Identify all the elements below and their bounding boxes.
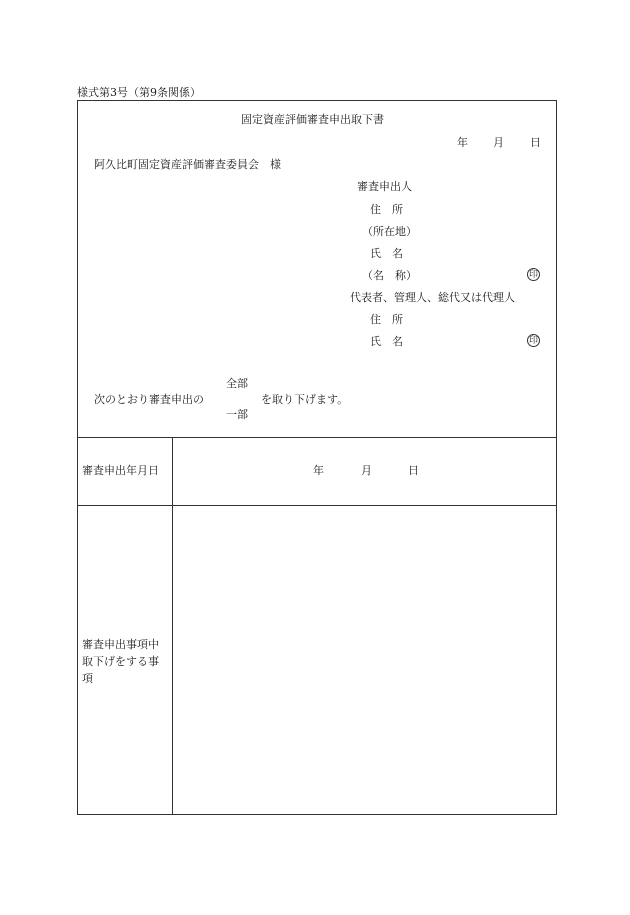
withdrawn-items-field[interactable] [173, 506, 556, 814]
representative-seal-icon: 印 [528, 336, 538, 346]
statement-option-part: 一部 [226, 408, 248, 421]
representative-name-label: 氏 名 [370, 335, 403, 348]
representative-heading: 代表者、管理人、総代又は代理人 [350, 291, 515, 304]
applicant-seal-icon: 印 [528, 270, 538, 280]
applicant-heading: 審査申出人 [357, 180, 412, 193]
form-title: 固定資産評価審査申出取下書 [241, 113, 384, 126]
statement-suffix: を取り下げます。 [261, 393, 349, 406]
date-day: 日 [530, 136, 541, 149]
filing-date-label: 審査申出年月日 [82, 464, 159, 477]
filing-date-day: 日 [408, 464, 419, 477]
filing-date-year: 年 [313, 464, 324, 477]
statement-prefix: 次のとおり審査申出の [94, 393, 204, 406]
statement-option-all: 全部 [226, 377, 248, 390]
filing-date-month: 月 [361, 464, 372, 477]
date-year: 年 [457, 136, 468, 149]
applicant-location-label: （所在地） [362, 225, 417, 238]
withdrawn-items-label: 審査申出事項中取下げをする事項 [82, 638, 159, 685]
table-divider-top [77, 437, 557, 438]
representative-address-label: 住 所 [370, 313, 403, 326]
applicant-name-label: 氏 名 [370, 247, 403, 260]
addressee: 阿久比町固定資産評価審査委員会 様 [94, 158, 281, 171]
applicant-address-label: 住 所 [370, 203, 403, 216]
applicant-entity-label: （名 称） [362, 269, 417, 282]
date-month: 月 [493, 136, 504, 149]
form-label: 様式第3号（第9条関係） [77, 86, 201, 99]
